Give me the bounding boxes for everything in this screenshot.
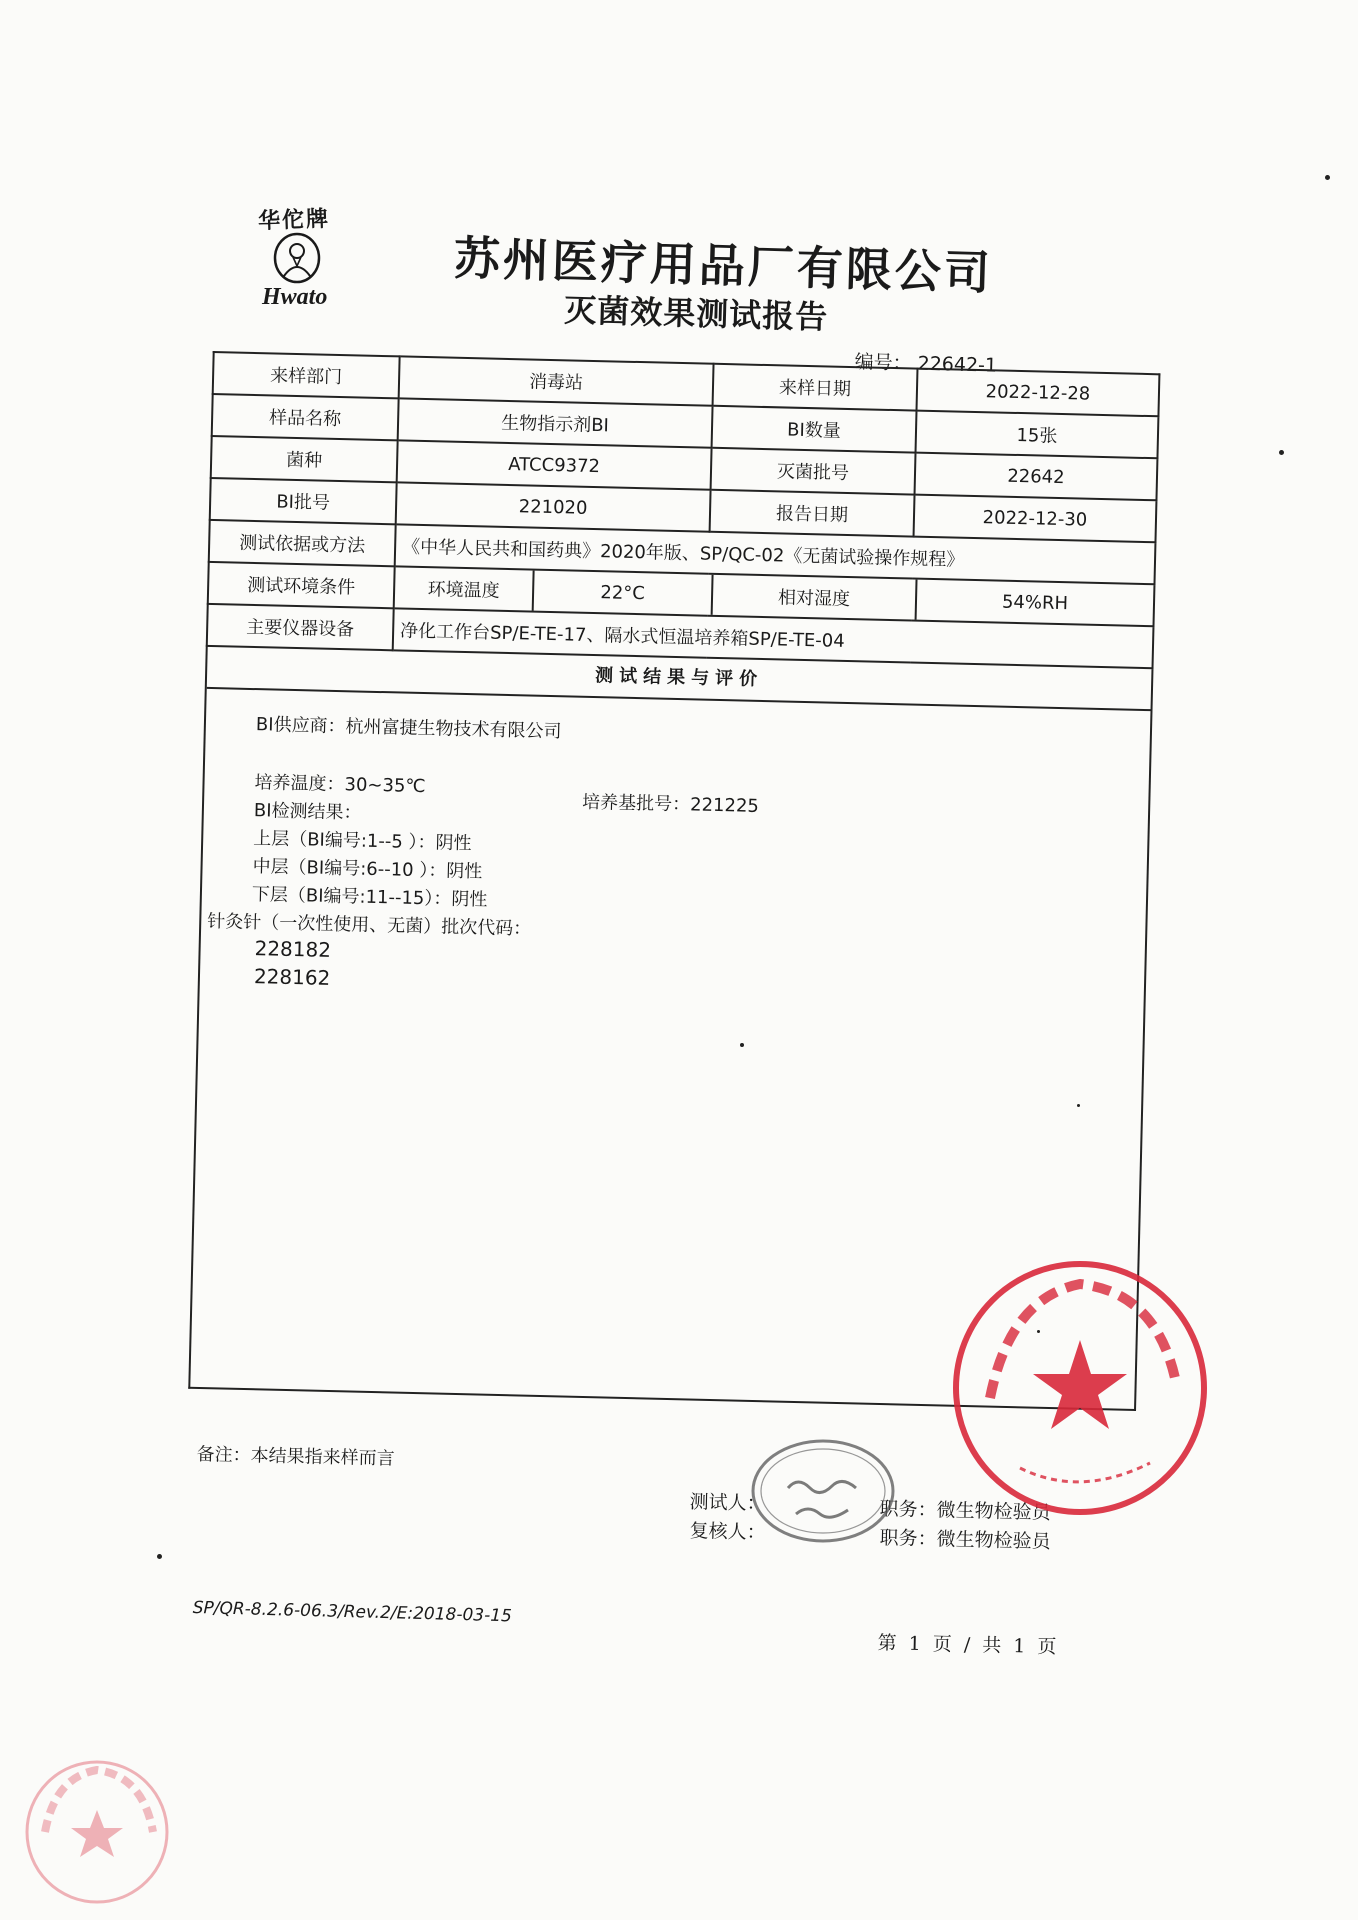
table-cell: 消毒站 bbox=[399, 356, 714, 405]
medium-batch: 培养基批号：221225 bbox=[581, 791, 760, 817]
table-cell: 15张 bbox=[916, 411, 1159, 459]
table-cell: 来样日期 bbox=[713, 364, 918, 411]
remark-note: 备注：本结果指来样而言 bbox=[196, 1443, 395, 1470]
table-cell: 灭菌批号 bbox=[711, 448, 916, 495]
table-cell: 生物指示剂BI bbox=[398, 398, 713, 447]
page-number: 第 1 页 / 共 1 页 bbox=[877, 1631, 1060, 1659]
table-cell: BI数量 bbox=[712, 406, 917, 453]
result-lower: 下层（BI编号:11--15）：阴性 bbox=[251, 884, 488, 911]
form-code: SP/QR-8.2.6-06.3/Rev.2/E:2018-03-15 bbox=[192, 1598, 513, 1627]
table-cell: 54%RH bbox=[1001, 591, 1069, 614]
table-cell: 样品名称 bbox=[212, 394, 399, 440]
culture-temperature: 培养温度：30~35℃ bbox=[254, 772, 426, 798]
company-name: 苏州医疗用品厂有限公司 bbox=[453, 230, 994, 301]
table-cell: 环境温度 bbox=[395, 567, 534, 610]
report-number-label: 编号： bbox=[854, 350, 912, 375]
inspection-seal-icon bbox=[748, 1436, 898, 1546]
table-cell: 测试依据或方法 bbox=[209, 520, 396, 566]
result-upper: 上层（BI编号:1--5 ）：阴性 bbox=[252, 828, 472, 855]
reviewer-title: 职务：微生物检验员 bbox=[879, 1526, 1051, 1553]
table-cell: 净化工作台SP/E-TE-17、隔水式恒温培养箱SP/E-TE-04 bbox=[393, 608, 1154, 668]
tester-title: 职务：微生物检验员 bbox=[879, 1497, 1051, 1524]
tester-label: 测试人： bbox=[689, 1490, 766, 1515]
corner-seal-icon bbox=[15, 1752, 180, 1912]
report-number-value: 22642-1 bbox=[917, 352, 998, 377]
table-cell: 22642 bbox=[915, 453, 1158, 501]
batch-code: 228162 bbox=[253, 964, 331, 990]
table-cell: 2022-12-30 bbox=[914, 495, 1157, 543]
table-cell: BI批号 bbox=[210, 478, 397, 524]
bi-supplier: BI供应商：杭州富捷生物技术有限公司 bbox=[255, 714, 562, 743]
table-cell: 主要仪器设备 bbox=[207, 604, 394, 650]
report-title: 灭菌效果测试报告 bbox=[563, 290, 829, 337]
table-cell: 《中华人民共和国药典》2020年版、SP/QC-02《无菌试验操作规程》 bbox=[395, 524, 1156, 584]
table-cell: 22°C bbox=[533, 571, 713, 615]
brand-english-name: Hwato bbox=[262, 284, 328, 310]
reviewer-label: 复核人： bbox=[689, 1519, 766, 1544]
table-cell: ATCC9372 bbox=[397, 440, 712, 489]
bi-result-label: BI检测结果： bbox=[253, 800, 362, 824]
results-title: 测试结果与评价 bbox=[207, 651, 1152, 711]
table-cell: 来样部门 bbox=[213, 352, 400, 398]
table-cell: 测试环境条件 bbox=[208, 562, 395, 608]
table-cell: 221020 bbox=[396, 482, 711, 531]
table-cell: 2022-12-28 bbox=[917, 369, 1160, 417]
needle-batch-label: 针灸针（一次性使用、无菌）批次代码： bbox=[207, 911, 532, 940]
table-cell: 报告日期 bbox=[710, 490, 915, 537]
table-cell: 相对湿度 bbox=[712, 575, 917, 620]
hwato-logo-icon bbox=[272, 232, 322, 284]
batch-code: 228182 bbox=[254, 936, 332, 962]
table-cell: 菌种 bbox=[211, 436, 398, 482]
info-table bbox=[206, 351, 1161, 669]
brand-chinese-name: 华佗牌 bbox=[257, 206, 331, 235]
company-seal-icon bbox=[950, 1258, 1210, 1518]
result-middle: 中层（BI编号:6--10 ）：阴性 bbox=[252, 856, 483, 883]
